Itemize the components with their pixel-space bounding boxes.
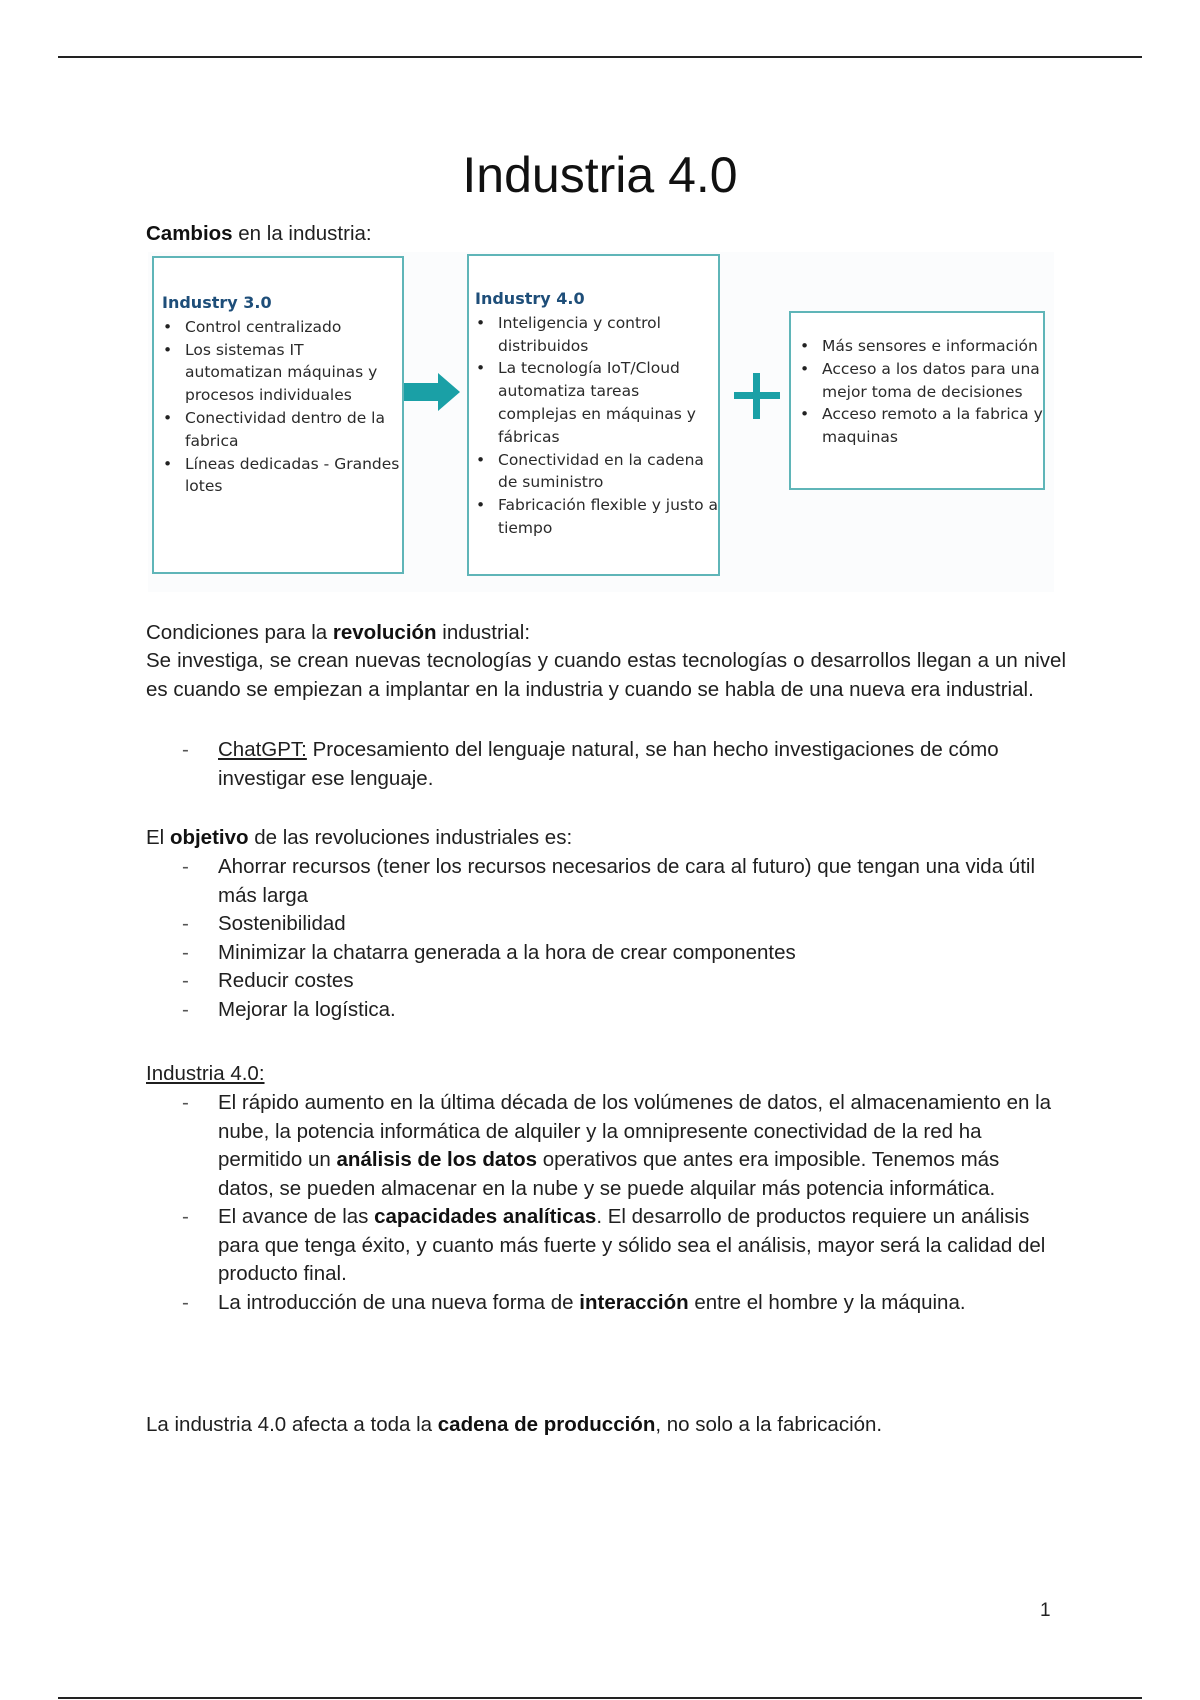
list-item: - Ahorrar recursos (tener los recursos necesarios de cara al futuro) que tengan una vida útil más larga	[182, 855, 1036, 907]
dash-bullet: -	[182, 738, 189, 761]
top-rule	[58, 56, 1142, 58]
industry-4-box	[467, 254, 720, 576]
industry-3-item: • Control centralizado	[162, 316, 402, 339]
industry-4-heading: Industry 4.0	[475, 289, 585, 308]
extras-box	[789, 311, 1045, 490]
plus-icon	[732, 371, 782, 421]
cambios-heading	[146, 220, 1066, 249]
industry-4-item: • La tecnología IoT/Cloud automatiza tareas complejas en máquinas y fábricas	[475, 357, 718, 448]
page-title: Industria 4.0	[462, 147, 738, 203]
extras-item: • Acceso a los datos para una mejor toma de decisiones	[799, 358, 1043, 404]
industry-3-item: • Conectividad dentro de la fabrica	[162, 407, 402, 453]
industry-4-item: • Conectividad en la cadena de suministro	[475, 449, 718, 495]
objetivo-list	[182, 853, 1058, 1024]
list-item: - El rápido aumento en la última década de los volúmenes de datos, el almacenamiento en la nube, la potencia informática de alquiler y la omnipresente conectividad de la red ha permitido un análisis de los datos operativos que antes era imposible. Tenemos más datos, se pueden almacenar en la nube y se puede alquilar más potencia informática.	[182, 1091, 1052, 1200]
list-item: - Minimizar la chatarra generada a la hora de crear componentes	[182, 940, 796, 964]
cambios-rest: en la industria:	[232, 222, 372, 245]
extras-item: • Acceso remoto a la fabrica y maquinas	[799, 403, 1043, 449]
bottom-rule	[58, 1697, 1142, 1699]
list-item: - ChatGPT: Procesamiento del lenguaje natural, se han hecho investigaciones de cómo investigar ese lenguaje.	[182, 738, 999, 790]
right-arrow-icon	[404, 373, 464, 411]
industry-4-item: • Fabricación flexible y justo a tiempo	[475, 494, 718, 540]
list-item: - El avance de las capacidades analíticas. El desarrollo de productos requiere un análisis para que tenga éxito, y cuanto más fuerte y sólido sea el análisis, mayor será la calidad del producto final.	[182, 1205, 1046, 1285]
list-item: - Mejorar la logística.	[182, 997, 396, 1021]
cambios-bold: Cambios	[146, 222, 233, 245]
condiciones-heading: Condiciones para la revolución industrial:	[146, 621, 531, 644]
objetivo-heading: El objetivo de las revoluciones industriales es:	[146, 826, 573, 849]
industry-4-item: • Inteligencia y control distribuidos	[475, 312, 718, 358]
list-item: - Reducir costes	[182, 969, 354, 992]
list-item: - La introducción de una nueva forma de interacción entre el hombre y la máquina.	[182, 1290, 966, 1314]
list-item: - Sostenibilidad	[182, 912, 346, 935]
chatgpt-link: ChatGPT:	[218, 738, 307, 761]
extras-item: • Más sensores e información	[799, 335, 1043, 358]
industria40-list	[182, 1089, 1058, 1317]
condiciones-body: Se investiga, se crean nuevas tecnologías y cuando estas tecnologías o desarrollos llegan a un nivel es cuando se empiezan a implantar en la industria y cuando se habla de una nueva era industrial.	[146, 649, 1066, 701]
industry-3-item: • Líneas dedicadas - Grandes lotes	[162, 453, 402, 499]
condiciones-list	[182, 736, 1058, 793]
industry-diagram	[148, 252, 1054, 592]
industria40-heading: Industria 4.0:	[146, 1062, 265, 1085]
industry-3-heading: Industry 3.0	[162, 293, 272, 312]
conclusion: La industria 4.0 afecta a toda la cadena de producción, no solo a la fabricación.	[146, 1413, 883, 1436]
industry-3-item: • Los sistemas IT automatizan máquinas y procesos individuales	[162, 339, 402, 407]
industry-3-box	[152, 256, 404, 574]
page-number: 1	[1040, 1600, 1051, 1621]
